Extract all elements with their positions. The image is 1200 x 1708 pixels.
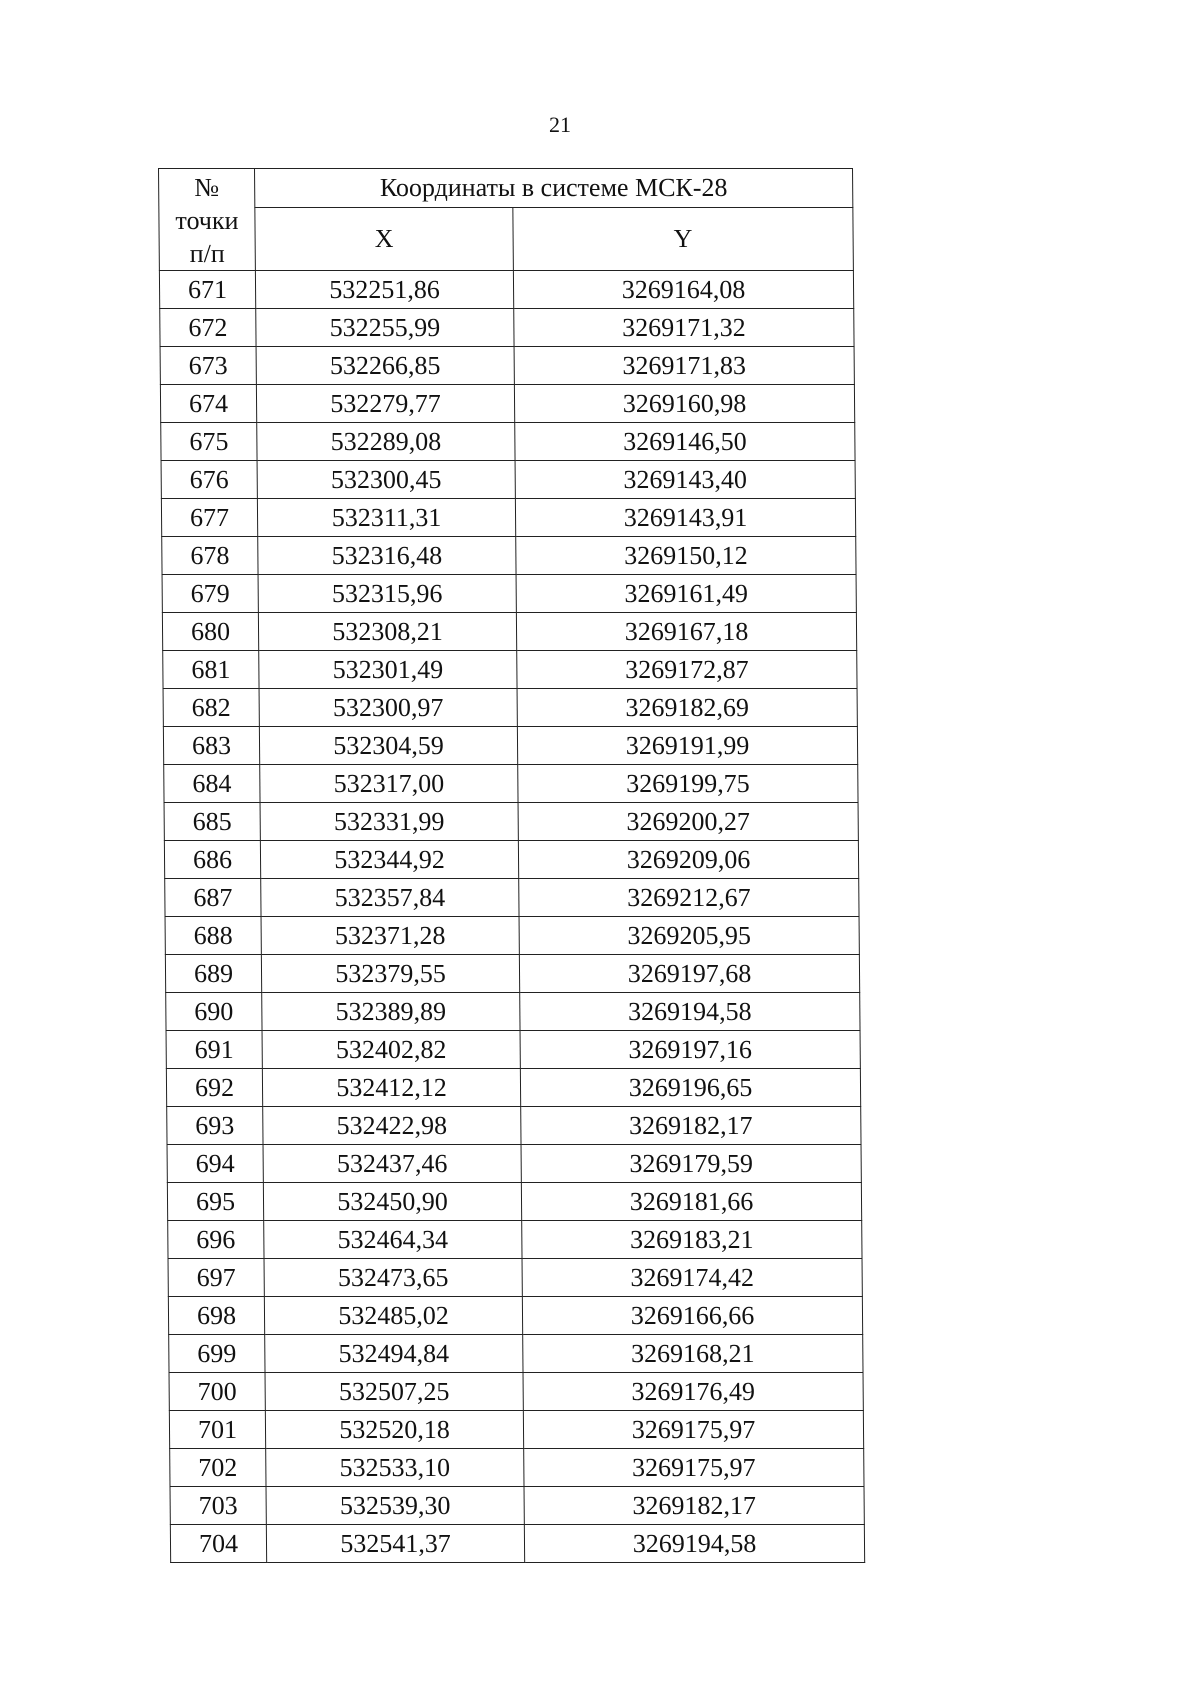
point-number-cell: 702 [170, 1449, 266, 1487]
x-coordinate-cell: 532507,25 [265, 1373, 523, 1411]
table-row [167, 1107, 861, 1145]
point-number-cell: 691 [166, 1031, 262, 1069]
y-coordinate-cell: 3269182,69 [517, 689, 857, 727]
table-row [163, 651, 857, 689]
table-row [161, 423, 855, 461]
table-row [170, 1487, 864, 1525]
y-coordinate-cell: 3269197,68 [519, 955, 859, 993]
point-number-cell: 682 [163, 689, 259, 727]
x-coordinate-cell: 532437,46 [263, 1145, 521, 1183]
table-body [159, 271, 864, 1563]
coordinates-table [158, 168, 865, 1563]
point-number-cell: 692 [166, 1069, 262, 1107]
point-number-cell: 700 [169, 1373, 265, 1411]
x-coordinate-cell: 532300,45 [257, 461, 515, 499]
y-coordinate-cell: 3269205,95 [519, 917, 859, 955]
x-coordinate-cell: 532331,99 [260, 803, 518, 841]
y-coordinate-cell: 3269182,17 [524, 1487, 864, 1525]
table-row [164, 765, 858, 803]
point-number-header-line-1: № [194, 173, 220, 202]
point-number-cell: 680 [162, 613, 258, 651]
x-coordinate-cell: 532494,84 [265, 1335, 523, 1373]
table-row [162, 537, 856, 575]
coordinates-group-header: Координаты в системе МСК-28 [255, 169, 853, 208]
point-number-cell: 703 [170, 1487, 266, 1525]
x-coordinate-cell: 532315,96 [258, 575, 516, 613]
y-coordinate-cell: 3269168,21 [523, 1335, 863, 1373]
table-row [160, 385, 854, 423]
table-row [166, 1069, 860, 1107]
table-row [163, 689, 857, 727]
y-coordinate-cell: 3269181,66 [521, 1183, 861, 1221]
y-coordinate-cell: 3269175,97 [524, 1449, 864, 1487]
y-coordinate-cell: 3269183,21 [522, 1221, 862, 1259]
x-coordinate-cell: 532464,34 [264, 1221, 522, 1259]
table-row [165, 917, 859, 955]
table-row [165, 879, 859, 917]
point-number-cell: 685 [164, 803, 260, 841]
point-number-header-line-2: точки [175, 206, 239, 235]
y-coordinate-cell: 3269171,83 [514, 347, 854, 385]
y-coordinate-cell: 3269167,18 [516, 613, 856, 651]
page-number: 21 [549, 112, 571, 137]
x-coordinate-cell: 532304,59 [259, 727, 517, 765]
y-coordinate-cell: 3269197,16 [520, 1031, 860, 1069]
x-coordinate-cell: 532520,18 [265, 1411, 523, 1449]
y-column-header: Y [513, 208, 854, 271]
x-coordinate-cell: 532289,08 [257, 423, 515, 461]
x-coordinate-cell: 532300,97 [259, 689, 517, 727]
y-coordinate-cell: 3269176,49 [523, 1373, 863, 1411]
point-number-cell: 689 [165, 955, 261, 993]
x-coordinate-cell: 532279,77 [256, 385, 514, 423]
x-column-header: X [255, 208, 514, 271]
x-coordinate-cell: 532301,49 [259, 651, 517, 689]
table-row [168, 1221, 862, 1259]
point-number-cell: 693 [167, 1107, 263, 1145]
point-number-cell: 676 [161, 461, 257, 499]
x-coordinate-cell: 532255,99 [256, 309, 514, 347]
table-row [169, 1411, 863, 1449]
point-number-cell: 673 [160, 347, 256, 385]
y-coordinate-cell: 3269166,66 [522, 1297, 862, 1335]
point-number-cell: 684 [164, 765, 260, 803]
point-number-cell: 681 [163, 651, 259, 689]
point-number-cell: 683 [163, 727, 259, 765]
y-coordinate-cell: 3269212,67 [519, 879, 859, 917]
x-coordinate-cell: 532357,84 [261, 879, 519, 917]
y-coordinate-cell: 3269209,06 [518, 841, 858, 879]
x-coordinate-cell: 532344,92 [260, 841, 518, 879]
table-row [164, 803, 858, 841]
table-header [159, 169, 854, 271]
x-coordinate-cell: 532308,21 [258, 613, 516, 651]
table-row [169, 1373, 863, 1411]
table-row [160, 347, 854, 385]
point-number-cell: 687 [165, 879, 261, 917]
y-coordinate-cell: 3269194,58 [520, 993, 860, 1031]
point-number-cell: 678 [162, 537, 258, 575]
x-coordinate-cell: 532316,48 [258, 537, 516, 575]
x-coordinate-cell: 532266,85 [256, 347, 514, 385]
table-row [169, 1335, 863, 1373]
table-row [167, 1145, 861, 1183]
y-coordinate-cell: 3269179,59 [521, 1145, 861, 1183]
y-coordinate-cell: 3269196,65 [520, 1069, 860, 1107]
x-coordinate-cell: 532485,02 [264, 1297, 522, 1335]
x-coordinate-cell: 532539,30 [266, 1487, 524, 1525]
table-row [162, 613, 856, 651]
y-coordinate-cell: 3269164,08 [513, 271, 853, 309]
point-number-cell: 677 [161, 499, 257, 537]
x-coordinate-cell: 532473,65 [264, 1259, 522, 1297]
point-number-cell: 686 [164, 841, 260, 879]
point-number-header-line-3: п/п [189, 239, 225, 268]
y-coordinate-cell: 3269174,42 [522, 1259, 862, 1297]
y-coordinate-cell: 3269160,98 [514, 385, 854, 423]
y-coordinate-cell: 3269143,40 [515, 461, 855, 499]
table-row [170, 1525, 864, 1563]
table-row [166, 1031, 860, 1069]
x-coordinate-cell: 532533,10 [266, 1449, 524, 1487]
table-row [159, 271, 853, 309]
y-coordinate-cell: 3269194,58 [524, 1525, 864, 1563]
x-coordinate-cell: 532251,86 [255, 271, 513, 309]
table-row [168, 1297, 862, 1335]
table-row [160, 309, 854, 347]
point-number-cell: 672 [160, 309, 256, 347]
x-coordinate-cell: 532450,90 [263, 1183, 521, 1221]
table-row [170, 1449, 864, 1487]
table-row [163, 727, 857, 765]
point-number-cell: 674 [160, 385, 256, 423]
table-row [161, 499, 855, 537]
x-coordinate-cell: 532379,55 [261, 955, 519, 993]
x-coordinate-cell: 532317,00 [260, 765, 518, 803]
x-coordinate-cell: 532389,89 [262, 993, 520, 1031]
table-row [167, 1183, 861, 1221]
x-coordinate-cell: 532541,37 [266, 1525, 524, 1563]
y-coordinate-cell: 3269199,75 [518, 765, 858, 803]
point-number-cell: 701 [169, 1411, 265, 1449]
point-number-cell: 695 [167, 1183, 263, 1221]
point-number-cell: 694 [167, 1145, 263, 1183]
point-number-cell: 699 [169, 1335, 265, 1373]
x-coordinate-cell: 532412,12 [262, 1069, 520, 1107]
y-coordinate-cell: 3269182,17 [521, 1107, 861, 1145]
table-row [166, 993, 860, 1031]
table-row [162, 575, 856, 613]
x-coordinate-cell: 532371,28 [261, 917, 519, 955]
y-coordinate-cell: 3269191,99 [517, 727, 857, 765]
y-coordinate-cell: 3269172,87 [517, 651, 857, 689]
point-number-cell: 696 [168, 1221, 264, 1259]
table-row [165, 955, 859, 993]
x-coordinate-cell: 532402,82 [262, 1031, 520, 1069]
table-row [164, 841, 858, 879]
y-coordinate-cell: 3269200,27 [518, 803, 858, 841]
point-number-cell: 675 [161, 423, 257, 461]
y-coordinate-cell: 3269171,32 [514, 309, 854, 347]
point-number-cell: 679 [162, 575, 258, 613]
table-row [161, 461, 855, 499]
x-coordinate-cell: 532311,31 [257, 499, 515, 537]
y-coordinate-cell: 3269175,97 [523, 1411, 863, 1449]
point-number-cell: 698 [168, 1297, 264, 1335]
point-number-cell: 671 [159, 271, 255, 309]
table-row [168, 1259, 862, 1297]
point-number-cell: 690 [166, 993, 262, 1031]
point-number-cell: 688 [165, 917, 261, 955]
y-coordinate-cell: 3269143,91 [515, 499, 855, 537]
y-coordinate-cell: 3269146,50 [515, 423, 855, 461]
point-number-header [159, 169, 256, 271]
x-coordinate-cell: 532422,98 [263, 1107, 521, 1145]
point-number-cell: 697 [168, 1259, 264, 1297]
y-coordinate-cell: 3269150,12 [516, 537, 856, 575]
point-number-cell: 704 [170, 1525, 266, 1563]
y-coordinate-cell: 3269161,49 [516, 575, 856, 613]
